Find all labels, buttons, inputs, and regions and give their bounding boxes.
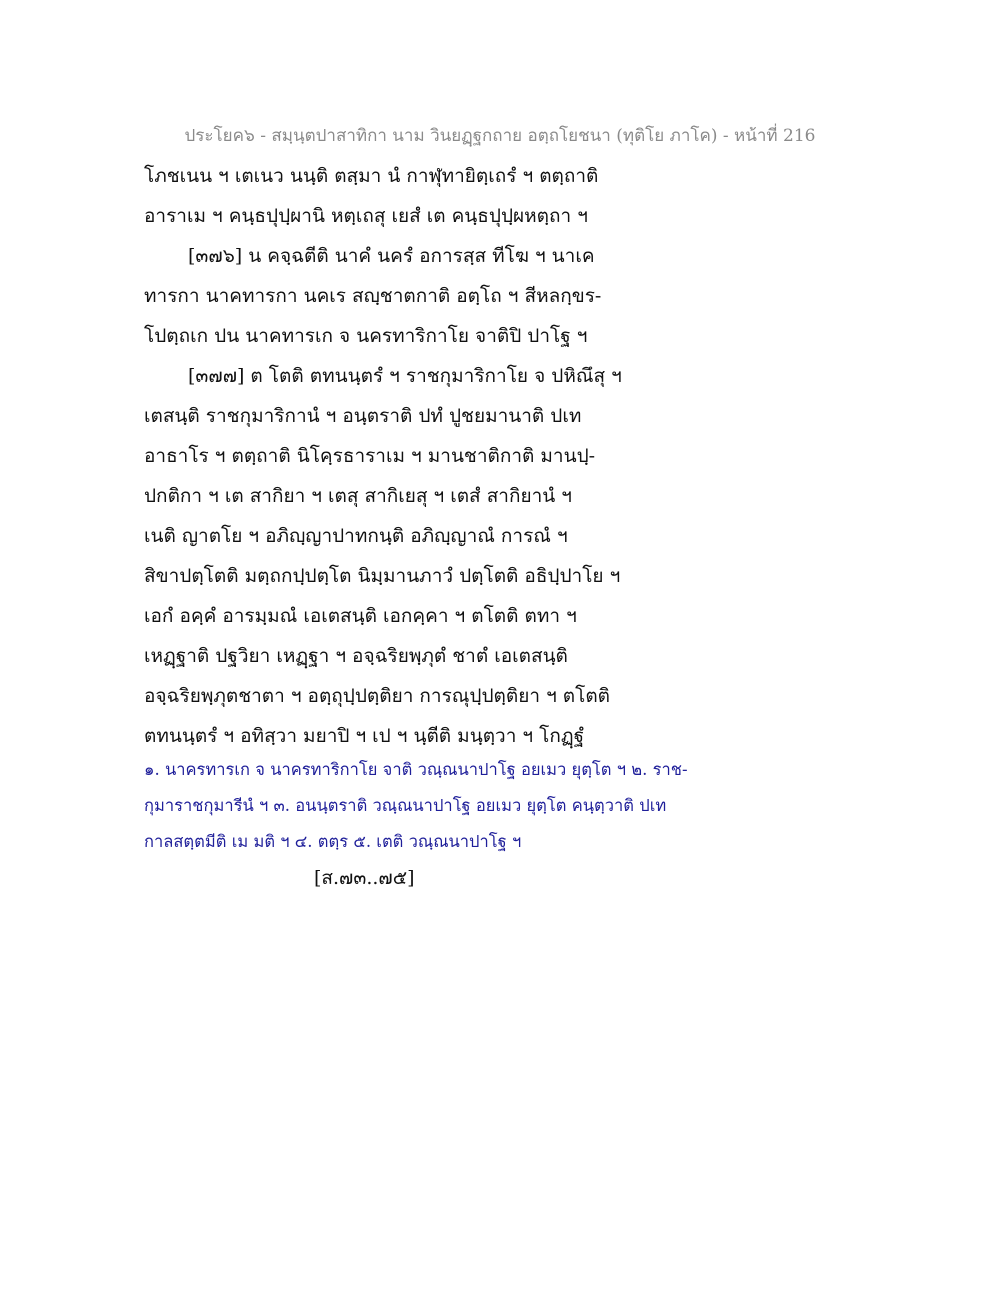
page-header: ประโยค๖ - สมฺนฺตปาสาทิกา นาม วินยฏฺฐกถาย อตฺถโยชนา (ทุติโย ภาโค) - หน้าที่ 216 (184, 126, 816, 146)
body-line-1: โภชเนน ฯ เตเนว นนฺติ ตสฺมา นํ กาฬุทายิตฺเถรํ ฯ ตตฺถาติ (144, 165, 599, 187)
body-line-5: โปตฺถเก ปน นาคทารเก จ นครทาริกาโย จาติปิ ปาโฐ ฯ (144, 325, 588, 347)
body-line-3: [๓๗๖] น คจฺฉตีติ นาคํ นครํ อการสฺส ทีโฆ ฯ นาเค (188, 245, 595, 267)
body-line-6: [๓๗๗] ต โตติ ตทนนฺตรํ ฯ ราชกุมาริกาโย จ ปหิณึสุ ฯ (188, 365, 622, 387)
footnote-line-3: กาลสตฺตมีติ เม มติ ฯ ๔. ตตฺร ๕. เตติ วณฺณนาปาโฐ ฯ (144, 832, 522, 851)
footnotes (144, 752, 904, 860)
footnote-line-1: ๑. นาครทารเก จ นาครทาริกาโย จาติ วณฺณนาปาโฐ อยเมว ยุตฺโต ฯ ๒. ราช- (144, 760, 688, 779)
body-line-15: ตทนนฺตรํ ฯ อทิสฺวา มยาปิ ฯ เป ฯ นฺตีติ มนฺตฺวา ฯ โกฏฺฐํ (144, 725, 585, 747)
body-line-8: อาธาโร ฯ ตตฺถาติ นิโคฺรธาราเม ฯ มานชาติกาติ มานปฺ- (144, 445, 596, 467)
body-line-11: สิขาปตฺโตติ มตฺถกปฺปตฺโต นิมฺมานภาวํ ปตฺโตติ อธิปฺปาโย ฯ (144, 565, 621, 587)
body-line-2: อาราเม ฯ คนฺธปุปฺผานิ หตฺเถสุ เยสํ เต คนฺธปุปฺผหตฺถา ฯ (144, 205, 588, 227)
footnote-line-2: กุมาราชกุมารีนํ ฯ ๓. อนนฺตราติ วณฺณนาปาโฐ อยเมว ยุตฺโต คนฺตฺวาติ ปเท (144, 796, 667, 815)
body-line-4: ทารกา นาคทารกา นคเร สญฺชาตกาติ อตฺโถ ฯ สีหลกฺขร- (144, 285, 602, 307)
body-line-13: เหฏฺฐาติ ปฐวิยา เหฏฺฐา ฯ อจฺฉริยพฺภุตํ ชาตํ เอเตสนฺติ (144, 645, 568, 667)
body-line-9: ปกติกา ฯ เต สากิยา ฯ เตสุ สากิเยสุ ฯ เตสํ สากิยานํ ฯ (144, 485, 572, 507)
body-line-14: อจฺฉริยพฺภุตชาตา ฯ อตฺถุปฺปตฺติยา การณุปฺปตฺติยา ฯ ตโตติ (144, 685, 611, 707)
body-line-10: เนติ ญาตโย ฯ อภิญฺญาปาทกนฺติ อภิญฺญาณํ การณํ ฯ (144, 525, 568, 547)
body-text (144, 156, 904, 756)
page-reference: [ส.๗๓..๗๕] (314, 867, 415, 889)
body-line-12: เอกํ อคฺคํ อารมฺมณํ เอเตสนฺติ เอกคฺคา ฯ ตโตติ ตทา ฯ (144, 605, 577, 627)
body-line-7: เตสนฺติ ราชกุมาริกานํ ฯ อนฺตราติ ปทํ ปูชยมานาติ ปเท (144, 405, 582, 427)
